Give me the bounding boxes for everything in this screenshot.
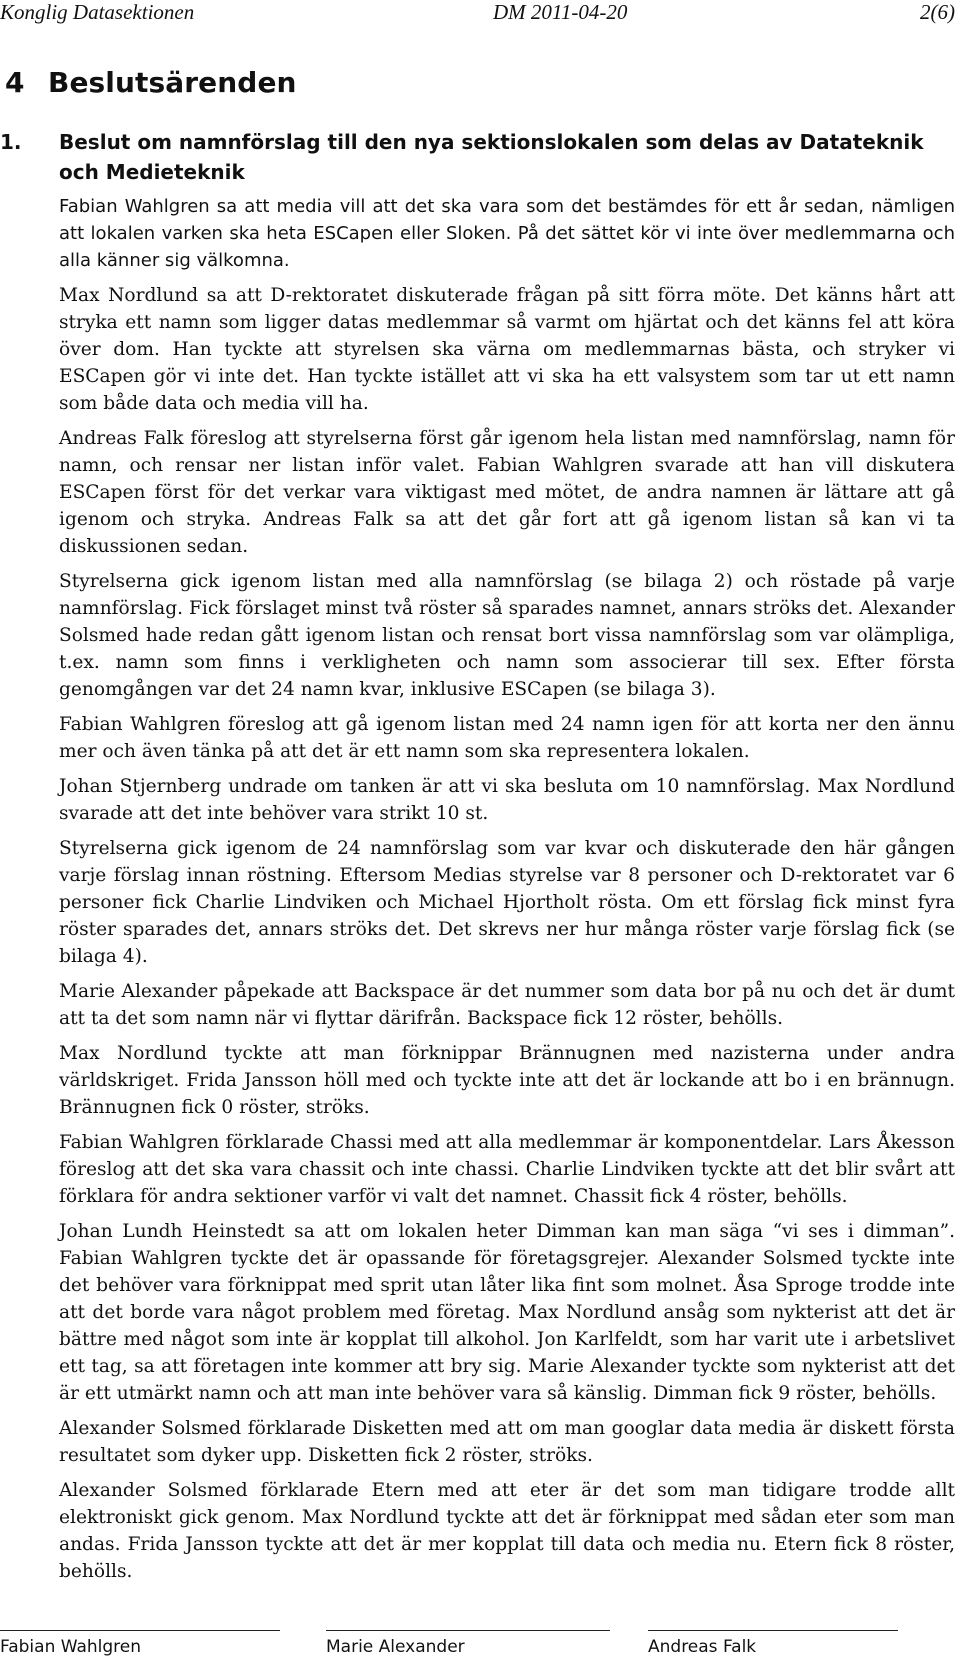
signature-area — [0, 1630, 960, 1661]
signature-line — [648, 1630, 898, 1657]
header-document-date: DM 2011-04-20 — [493, 0, 628, 24]
minutes-body — [59, 193, 955, 1593]
paragraph: Marie Alexander påpekade att Backspace är det nummer som data bor på nu och det är dumt att ta det som namn när vi flyttar därifrån. Backspace fick 12 röster, behölls. — [59, 981, 955, 1029]
section-number: 4 — [5, 66, 25, 99]
section-title: Beslutsärenden — [48, 66, 297, 99]
paragraph: Max Nordlund tyckte att man förknippar Brännugnen med nazisterna under andra världskriget. Frida Jansson höll med och tyckte inte att det är lockande att bo i en brännugn. Brännugnen fick 0 röster, ströks. — [59, 1043, 955, 1118]
paragraph: Johan Stjernberg undrade om tanken är att vi ska besluta om 10 namnförslag. Max Nordlund svarade att det inte behöver vara strikt 10 st. — [59, 776, 955, 824]
item-title: Beslut om namnförslag till den nya sektionslokalen som delas av Datateknik och Medieteknik — [59, 130, 924, 184]
paragraph: Fabian Wahlgren förklarade Chassi med att alla medlemmar är komponentdelar. Lars Åkesson föreslog att det ska vara chassit och inte chassi. Charlie Lindviken tyckte att det blir svårt att förklara för andra sektioner varför vi valt det namnet. Chassit fick 4 röster, behölls. — [59, 1132, 955, 1207]
paragraph: Fabian Wahlgren sa att media vill att det ska vara som det bestämdes för ett år sedan, nämligen att lokalen varken ska heta ESCapen eller Sloken. På det sättet kör vi inte över medlemmarna och alla känner sig välkomna. — [59, 196, 955, 271]
paragraph: Johan Lundh Heinstedt sa att om lokalen heter Dimman kan man säga “vi ses i dimman”. Fabian Wahlgren tyckte det är opassande för företagsgrejer. Alexander Solsmed tyckte inte det behöver vara förknippat med sprit utan låter lika fint som molnet. Åsa Sproge trodde inte att det borde vara något problem med företag. Max Nordlund ansåg som nykterist att det är bättre med något som inte är kopplat till alkohol. Jon Karlfeldt, som har varit ute i arbetslivet ett tag, sa att företagen inte kommer att bry sig. Marie Alexander tyckte som nykterist att det är ett utmärkt namn och att man inte behöver vara så känslig. Dimman fick 9 röster, behölls. — [59, 1221, 955, 1404]
page-header — [0, 0, 960, 30]
item-number: 1. — [0, 130, 22, 154]
paragraph: Fabian Wahlgren föreslog att gå igenom listan med 24 namn igen för att korta ner den ännu mer och även tänka på att det är ett namn som ska representera lokalen. — [59, 714, 955, 762]
signature-name: Marie Alexander — [326, 1637, 465, 1657]
section-heading — [5, 66, 297, 99]
paragraph: Styrelserna gick igenom de 24 namnförslag som var kvar och diskuterade den här gången varje förslag innan röstning. Eftersom Medias styrelse var 8 personer och D-rektoratet var 6 personer fick Charlie Lindviken och Michael Hjortholt rösta. Om ett förslag fick minst fyra röster sparades det, annars ströks det. Det skrevs ner hur många röster varje förslag fick (se bilaga 4). — [59, 838, 955, 967]
signature-name: Andreas Falk — [648, 1637, 757, 1657]
paragraph: Styrelserna gick igenom listan med alla namnförslag (se bilaga 2) och röstade på varje namnförslag. Fick förslaget minst två röster så sparades namnet, annars ströks det. Alexander Solsmed hade redan gått igenom listan och rensat bort vissa namnförslag som var olämpliga, t.ex. namn som finns i verkligheten och namn som associerar till sex. Efter första genomgången var det 24 namn kvar, inklusive ESCapen (se bilaga 3). — [59, 571, 955, 700]
item-heading — [0, 127, 955, 187]
signature-name: Fabian Wahlgren — [0, 1637, 142, 1657]
header-organization: Konglig Datasektionen — [0, 0, 195, 24]
paragraph: Alexander Solsmed förklarade Disketten med att om man googlar data media är diskett första resultatet som dyker upp. Disketten fick 2 röster, ströks. — [59, 1418, 955, 1466]
paragraph: Max Nordlund sa att D-rektoratet diskuterade frågan på sitt förra möte. Det känns hårt att stryka ett namn som ligger datas medlemmar så varmt om hjärtat och det känns fel att köra över dom. Han tyckte att styrelsen ska värna om medlemmarnas bästa, och stryker vi ESCapen gör vi inte det. Han tyckte istället att vi ska ha ett valsystem som tar ut ett namn som både data och media vill ha. — [59, 285, 955, 414]
signature-line — [0, 1630, 280, 1657]
paragraph: Alexander Solsmed förklarade Etern med att eter är det som man tidigare trodde allt elektroniskt gick genom. Max Nordlund tyckte att det är förknippat med sådan eter som man andas. Frida Jansson tyckte att det är mer kopplat till data och media nu. Etern fick 8 röster, behölls. — [59, 1480, 955, 1582]
header-page-number: 2(6) — [920, 0, 955, 24]
paragraph: Andreas Falk föreslog att styrelserna först går igenom hela listan med namnförslag, namn för namn, och rensar ner listan inför valet. Fabian Wahlgren svarade att han vill diskutera ESCapen först för det verkar vara viktigast med mötet, de andra namnen är lättare att gå igenom och stryka. Andreas Falk sa att det går fort att gå igenom listan så kan vi ta diskussionen sedan. — [59, 428, 955, 557]
signature-line — [326, 1630, 610, 1657]
